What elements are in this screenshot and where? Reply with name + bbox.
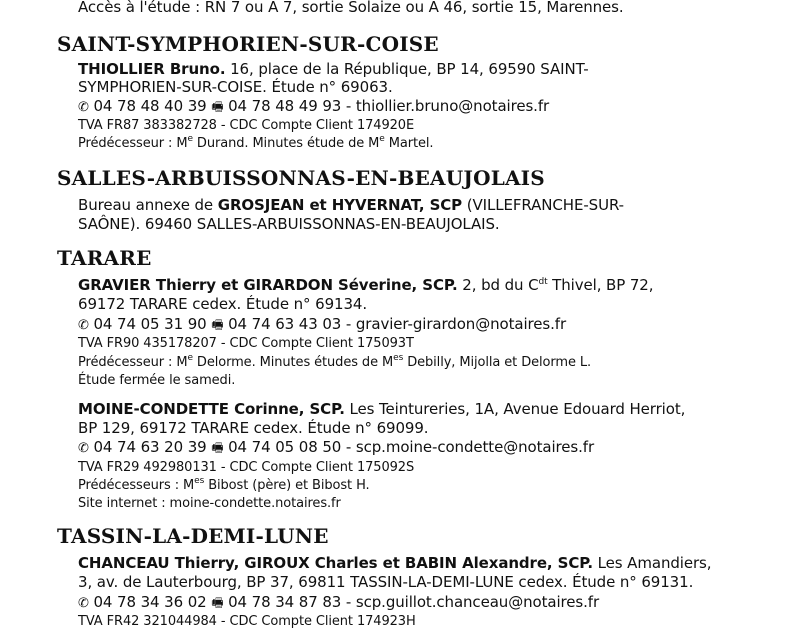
website-link[interactable]: Site internet : moine-condette.notaires.fr: [78, 496, 341, 511]
phone-number: 04 74 05 31 90: [93, 315, 207, 333]
notary-name: GROSJEAN et HYVERNAT, SCP: [217, 196, 463, 214]
fax-icon: 🖷: [211, 100, 224, 115]
note-line: Étude fermée le samedi.: [78, 373, 236, 388]
phone-icon: ✆: [78, 441, 89, 456]
notary-name: THIOLLIER Bruno.: [78, 60, 226, 78]
address: (VILLEFRANCHE-SUR-: [462, 196, 624, 214]
tva-line: TVA FR42 321044984 - CDC Compte Client 174923H: [78, 614, 416, 629]
contact-line: ✆ 04 74 63 20 39 🖷 04 74 05 08 50 - scp.moine-condette@notaires.fr: [78, 438, 595, 456]
address-line: BP 129, 69172 TARARE cedex. Étude n° 69099.: [78, 419, 429, 437]
address: 16, place de la République, BP 14, 69590 SAINT-: [225, 60, 589, 78]
phone-icon: ✆: [78, 596, 89, 611]
email-link[interactable]: scp.guillot.chanceau@notaires.fr: [355, 593, 600, 611]
email-link[interactable]: thiollier.bruno@notaires.fr: [355, 97, 550, 115]
tva-line: TVA FR29 492980131 - CDC Compte Client 175092S: [78, 460, 415, 475]
entry-line: [78, 400, 685, 419]
predecessor-line: Prédécesseur : Me Durand. Minutes étude de Me Martel.: [78, 134, 434, 151]
city-heading: TARARE: [57, 246, 152, 270]
tva-line: TVA FR87 383382728 - CDC Compte Client 174920E: [78, 118, 415, 133]
notary-name: GRAVIER Thierry et GIRARDON Séverine, SCP.: [78, 276, 458, 294]
fax-number: 04 78 34 87 83: [228, 593, 342, 611]
phone-number: 04 78 34 36 02: [93, 593, 207, 611]
entry-line: [78, 60, 589, 79]
email-link[interactable]: gravier-girardon@notaires.fr: [355, 315, 567, 333]
contact-line: ✆ 04 74 05 31 90 🖷 04 74 63 43 03 - gravier-girardon@notaires.fr: [78, 315, 567, 333]
entry-line: [78, 554, 711, 573]
contact-line: ✆ 04 78 48 40 39 🖷 04 78 48 49 93 - thiollier.bruno@notaires.fr: [78, 97, 550, 115]
fax-icon: 🖷: [211, 318, 224, 333]
city-heading: SAINT-SYMPHORIEN-SUR-COISE: [57, 32, 439, 56]
phone-number: 04 74 63 20 39: [93, 438, 207, 456]
address: Les Teintureries, 1A, Avenue Edouard Herriot,: [344, 400, 686, 418]
contact-line: ✆ 04 78 34 36 02 🖷 04 78 34 87 83 - scp.guillot.chanceau@notaires.fr: [78, 593, 600, 611]
entry-line: Bureau annexe de GROSJEAN et HYVERNAT, SCP (VILLEFRANCHE-SUR-: [78, 196, 624, 214]
entry-line: GRAVIER Thierry et GIRARDON Séverine, SCP. 2, bd du $C^{dt}$ Thivel, BP 72,: [78, 276, 654, 294]
address-line: SAÔNE). 69460 SALLES-ARBUISSONNAS-EN-BEAUJOLAIS.: [78, 215, 500, 233]
fax-number: 04 74 63 43 03: [228, 315, 342, 333]
access-info: Accès à l'étude : RN 7 ou A 7, sortie Solaize ou A 46, sortie 15, Marennes.: [78, 0, 624, 16]
address: Les Amandiers,: [593, 554, 712, 572]
phone-icon: ✆: [78, 318, 89, 333]
address-line: SYMPHORIEN-SUR-COISE. Étude n° 69063.: [78, 78, 393, 96]
notary-name: CHANCEAU Thierry, GIROUX Charles et BABIN Alexandre, SCP.: [78, 554, 593, 572]
address-line: 69172 TARARE cedex. Étude n° 69134.: [78, 295, 368, 313]
fax-icon: 🖷: [211, 441, 224, 456]
city-heading: SALLES-ARBUISSONNAS-EN-BEAUJOLAIS: [57, 166, 545, 190]
fax-number: 04 78 48 49 93: [228, 97, 342, 115]
email-link[interactable]: scp.moine-condette@notaires.fr: [355, 438, 595, 456]
predecessor-line: Prédécesseur : Me Delorme. Minutes études de $M^{es}$ Debilly, Mijolla et Delorme L.: [78, 353, 592, 370]
fax-icon: 🖷: [211, 596, 224, 611]
fax-number: 04 74 05 08 50: [228, 438, 342, 456]
phone-number: 04 78 48 40 39: [93, 97, 207, 115]
predecessor-line: Prédécesseurs : $M^{es}$ Bibost (père) et Bibost H.: [78, 476, 370, 493]
phone-icon: ✆: [78, 100, 89, 115]
city-heading: TASSIN-LA-DEMI-LUNE: [57, 524, 329, 548]
address-line: 3, av. de Lauterbourg, BP 37, 69811 TASSIN-LA-DEMI-LUNE cedex. Étude n° 69131.: [78, 573, 694, 591]
tva-line: TVA FR90 435178207 - CDC Compte Client 175093T: [78, 336, 414, 351]
notary-name: MOINE-CONDETTE Corinne, SCP.: [78, 400, 345, 418]
